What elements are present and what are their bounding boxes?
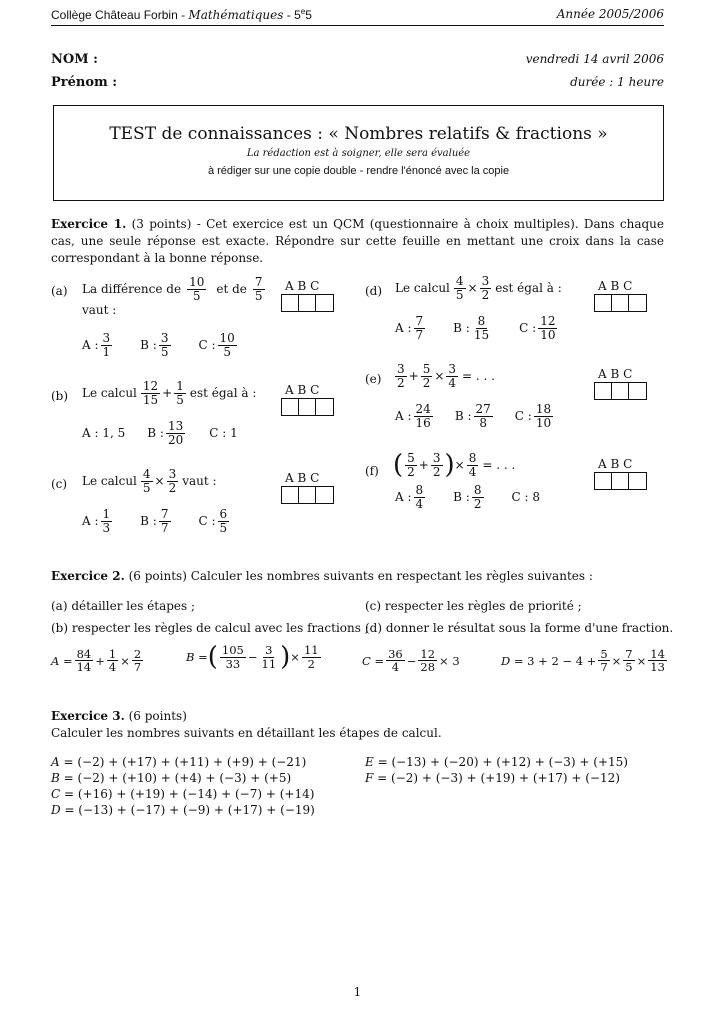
option-A-label: A : — [82, 338, 99, 353]
ex2-expr-A: A = $\frac{84}{14}$ + $\frac{1}{4}$ × $\frac{2}{7}$ — [51, 647, 142, 675]
qcm-c-options — [82, 508, 231, 534]
option-C-label: C : — [514, 409, 532, 424]
option-A-label: A : — [82, 514, 99, 529]
abc-header: A B C — [285, 471, 320, 485]
fraction: $\frac{3}{1}$ — [102, 331, 111, 359]
ex2-points: (6 points) — [128, 569, 187, 583]
checkbox-b-A[interactable] — [282, 399, 299, 415]
fraction: $\frac{18}{10}$ — [535, 402, 552, 430]
qcm-a-text3: vaut : — [82, 303, 117, 317]
fraction: $\frac{8}{2}$ — [473, 483, 482, 511]
fraction: $\frac{1}{3}$ — [102, 507, 111, 535]
option-B-label: B : — [453, 490, 470, 505]
fraction: $\frac{13}{20}$ — [167, 419, 184, 447]
exam-duration: durée : 1 heure — [570, 75, 664, 89]
fraction: $\frac{1}{5}$ — [176, 379, 184, 407]
checkbox-e-B[interactable] — [612, 383, 629, 399]
option-C-label: C : — [198, 514, 216, 529]
option-B-label: B : — [147, 426, 164, 441]
qcm-d-text2: est égal à : — [495, 281, 562, 296]
header-left: Collège Château Forbin - Mathématiques - 5e5 — [51, 7, 312, 22]
ex3-heading: Exercice 3. — [51, 709, 125, 723]
checkbox-d-C[interactable] — [629, 295, 646, 311]
qcm-d-question: Le calcul $\frac{4}{5}$ × $\frac{3}{2}$ est égal à : — [395, 274, 562, 302]
answer-grid-c — [281, 486, 334, 504]
qcm-a-question — [82, 276, 267, 302]
test-note: à rédiger sur une copie double - rendre l'énoncé avec la copie — [207, 165, 510, 177]
header-year: Année 2005/2006 — [556, 7, 664, 21]
qcm-c-text1: Le calcul — [82, 474, 137, 489]
fraction: $\frac{5}{2}$ — [422, 362, 431, 390]
abc-header: A B C — [598, 279, 633, 293]
ex2-heading: Exercice 2. — [51, 569, 125, 583]
fraction: $\frac{1}{4}$ — [108, 647, 117, 675]
qcm-e-label: (e) — [365, 372, 382, 386]
checkbox-b-C[interactable] — [316, 399, 333, 415]
checkbox-e-C[interactable] — [629, 383, 646, 399]
fraction: $\frac{14}{13}$ — [650, 647, 665, 675]
qcm-a-text1: La différence de — [82, 282, 182, 297]
ex2-expr-B: B = ( $\frac{105}{33}$ − $\frac{3}{11}$ ) × $\frac{11}{2}$ — [186, 642, 319, 672]
ex3-left-list — [51, 754, 315, 818]
checkbox-c-A[interactable] — [282, 487, 299, 503]
fraction: $\frac{105}{33}$ — [221, 643, 244, 671]
ex2-rule-b: (b) respecter les règles de calcul avec les fractions ; — [51, 621, 369, 635]
checkbox-e-A[interactable] — [595, 383, 612, 399]
ex2-intro — [51, 569, 593, 583]
qcm-d-text1: Le calcul — [395, 281, 450, 296]
checkbox-f-A[interactable] — [595, 473, 612, 489]
fraction: $\frac{7}{5}$ — [254, 275, 263, 303]
test-title: TEST de connaissances : « Nombres relatifs & fractions » — [109, 124, 608, 144]
checkbox-a-B[interactable] — [299, 295, 316, 311]
checkbox-b-B[interactable] — [299, 399, 316, 415]
fraction: $\frac{12}{10}$ — [540, 314, 556, 342]
option-A-label: A : — [395, 409, 412, 424]
fraction: $\frac{7}{7}$ — [160, 507, 169, 535]
fraction: $\frac{4}{5}$ — [142, 467, 151, 495]
fraction: $\frac{12}{28}$ — [420, 647, 436, 675]
ex3-text: Calculer les nombres suivants en détaillant les étapes de calcul. — [51, 726, 442, 740]
ex2-expr-C: C = $\frac{36}{4}$ − $\frac{12}{28}$ × 3 — [362, 647, 460, 675]
ex2-rule-a: (a) détailler les étapes ; — [51, 599, 196, 613]
fraction: $\frac{4}{5}$ — [455, 274, 464, 302]
qcm-b-label: (b) — [51, 389, 69, 403]
checkbox-d-B[interactable] — [612, 295, 629, 311]
ex3-right-list — [365, 754, 628, 786]
class-sup: e — [300, 7, 306, 16]
fraction: $\frac{11}{2}$ — [303, 643, 319, 671]
checkbox-c-C[interactable] — [316, 487, 333, 503]
ex2-rule-c: (c) respecter les règles de priorité ; — [365, 599, 582, 613]
checkbox-d-A[interactable] — [595, 295, 612, 311]
ex2-text: Calculer les nombres suivants en respectant les règles suivantes : — [186, 569, 593, 583]
ex2-expr-D: D = 3 + 2 − 4 + $\frac{5}{7}$ × $\frac{7}{5}$ × $\frac{14}{13}$ — [501, 647, 665, 675]
abc-header: A B C — [598, 457, 633, 471]
answer-grid-d — [594, 294, 647, 312]
ex3-expr: C = (+16) + (+19) + (−14) + (−7) + (+14) — [51, 787, 315, 801]
fraction: $\frac{5}{7}$ — [600, 647, 608, 675]
ex1-heading: Exercice 1. — [51, 217, 127, 231]
abc-header: A B C — [285, 383, 320, 397]
fraction: $\frac{3}{2}$ — [397, 362, 405, 390]
option-C-label: C : — [198, 338, 216, 353]
ex3-expr: B = (−2) + (+10) + (+4) + (−3) + (+5) — [51, 771, 292, 785]
fraction: $\frac{24}{16}$ — [415, 402, 431, 430]
option-B-label: B : — [453, 321, 470, 336]
ex3-intro — [51, 709, 187, 723]
qcm-f-question: ( $\frac{5}{2}$ + $\frac{3}{2}$ ) × $\frac{8}{4}$ = . . . — [393, 450, 516, 481]
qcm-c-label: (c) — [51, 477, 68, 491]
fraction: $\frac{7}{7}$ — [415, 314, 424, 342]
qcm-d-label: (d) — [365, 284, 383, 298]
prenom-label: Prénom : — [51, 75, 118, 90]
fraction: $\frac{10}{5}$ — [189, 275, 205, 303]
exam-date: vendredi 14 avril 2006 — [525, 52, 664, 66]
checkbox-f-B[interactable] — [612, 473, 629, 489]
qcm-f-label: (f) — [365, 464, 379, 478]
abc-header: A B C — [598, 367, 633, 381]
nom-label: NOM : — [51, 52, 98, 67]
fraction: $\frac{8}{4}$ — [468, 451, 477, 479]
ex3-points: (6 points) — [128, 709, 187, 723]
fraction: $\frac{12}{15}$ — [142, 379, 159, 407]
fraction: $\frac{7}{5}$ — [625, 647, 633, 675]
checkbox-a-A[interactable] — [282, 295, 299, 311]
qcm-c-text2: vaut : — [182, 474, 217, 489]
subject: Mathématiques — [188, 8, 284, 22]
option-C: C : 1 — [209, 426, 238, 441]
ex3-expr: F = (−2) + (−3) + (+19) + (+17) + (−12) — [365, 771, 620, 785]
answer-grid-b — [281, 398, 334, 416]
option-A: A : 1, 5 — [82, 426, 126, 441]
fraction: $\frac{8}{4}$ — [415, 483, 424, 511]
fraction: $\frac{3}{4}$ — [448, 362, 457, 390]
ex1-text: - Cet exercice est un QCM (questionnaire à choix multiples). Dans chaque cas, une seule réponse est exacte. Répondre sur cette feuille en mettant une croix dans la case correspondant à la bonne réponse. — [51, 217, 664, 265]
qcm-a-label: (a) — [51, 284, 68, 298]
qcm-e-options — [395, 403, 555, 429]
option-C: C : 8 — [511, 490, 540, 505]
page-header — [51, 6, 664, 26]
fraction: $\frac{3}{5}$ — [160, 331, 169, 359]
ex3-expr: E = (−13) + (−20) + (+12) + (−3) + (+15) — [365, 755, 628, 769]
checkbox-f-C[interactable] — [629, 473, 646, 489]
test-subtitle: La rédaction est à soigner, elle sera évaluée — [246, 148, 471, 159]
fraction: $\frac{36}{4}$ — [388, 647, 403, 675]
title-box — [53, 105, 664, 201]
fraction: $\frac{6}{5}$ — [219, 507, 228, 535]
answer-grid-a — [281, 294, 334, 312]
answer-grid-e — [594, 382, 647, 400]
class-level: 5 — [294, 8, 301, 22]
qcm-b-question: Le calcul $\frac{12}{15}$ + $\frac{1}{5}$ est égal à : — [82, 379, 257, 407]
fraction: $\frac{27}{8}$ — [475, 402, 491, 430]
fraction: $\frac{3}{2}$ — [168, 467, 177, 495]
fraction: $\frac{2}{7}$ — [133, 647, 142, 675]
option-A-label: A : — [395, 321, 412, 336]
qcm-a-options — [82, 332, 239, 358]
option-A-label: A : — [395, 490, 412, 505]
fraction: $\frac{3}{2}$ — [481, 274, 490, 302]
qcm-a-text2: et de — [216, 282, 247, 297]
fraction: $\frac{3}{2}$ — [432, 451, 441, 479]
option-B-label: B : — [140, 514, 157, 529]
answer-grid-f — [594, 472, 647, 490]
qcm-f-options — [395, 484, 540, 510]
option-B-label: B : — [140, 338, 157, 353]
checkbox-a-C[interactable] — [316, 295, 333, 311]
ex3-expr: D = (−13) + (−17) + (−9) + (+17) + (−19) — [51, 803, 315, 817]
qcm-e-question: $\frac{3}{2}$ + $\frac{5}{2}$ × $\frac{3}{4}$ = . . . — [397, 362, 495, 390]
qcm-b-text1: Le calcul — [82, 386, 137, 401]
option-B-label: B : — [454, 409, 472, 424]
qcm-b-options — [82, 420, 238, 446]
class-number: 5 — [305, 8, 312, 22]
ex1-intro — [51, 216, 664, 267]
qcm-d-options — [395, 315, 559, 341]
fraction: $\frac{84}{14}$ — [76, 647, 92, 675]
fraction: $\frac{10}{5}$ — [219, 331, 235, 359]
fraction: $\frac{5}{2}$ — [407, 451, 415, 479]
ex3-expr: A = (−2) + (+17) + (+11) + (+9) + (−21) — [51, 755, 307, 769]
school-name: Collège Château Forbin — [51, 8, 178, 22]
qcm-c-question: Le calcul $\frac{4}{5}$ × $\frac{3}{2}$ vaut : — [82, 467, 217, 495]
fraction: $\frac{3}{11}$ — [261, 643, 277, 671]
ex1-points: (3 points) — [131, 217, 192, 231]
abc-header: A B C — [285, 279, 320, 293]
ex2-rule-d: (d) donner le résultat sous la forme d'une fraction. — [365, 621, 674, 635]
qcm-b-text2: est égal à : — [189, 386, 257, 401]
checkbox-c-B[interactable] — [299, 487, 316, 503]
option-C-label: C : — [519, 321, 537, 336]
page-number: 1 — [353, 985, 362, 999]
fraction: $\frac{8}{15}$ — [473, 314, 490, 342]
